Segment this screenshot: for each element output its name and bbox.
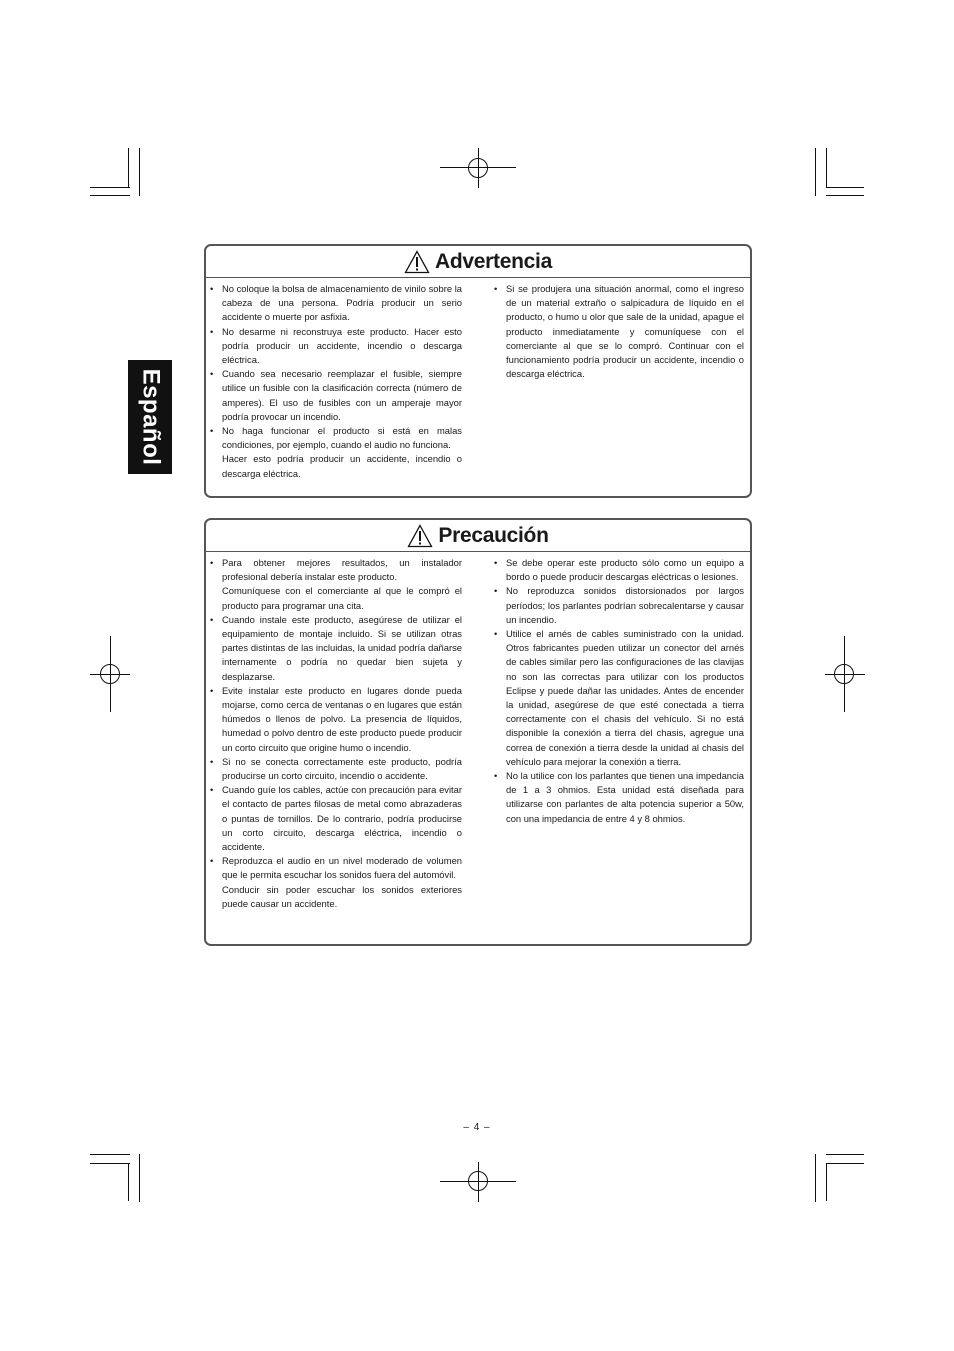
list-item-text: Reproduzca el audio en un nivel moderado de volumen que le permita escuchar los sonidos fuera del automóvil. [222,855,462,881]
warning-header [206,246,750,278]
language-tab-label: Español [137,368,165,466]
warning-list-right [494,282,744,381]
list-item [494,556,744,584]
list-item-text: Evite instalar este producto en lugares donde pueda mojarse, como cerca de ventanas o en lugares que están húmedos o llenos de polvo. La presencia de líquidos, humedad o polvo dentro de este producto puede producir un corto circuito que origine humo o incendio. [222,684,462,753]
warning-triangle-icon [404,250,430,274]
bullet-icon: • [494,585,498,597]
bullet-icon: • [210,557,214,568]
list-item [494,282,744,381]
list-item-text: Para obtener mejores resultados, un instalador profesional debería instalar este producto. [222,557,462,583]
list-item-text: Si se produjera una situación anormal, como el ingreso de un material extraño o salpicadura de líquido en el producto, o humo u olor que sale de la unidad, apague el producto inmediatamente y comuníquese con el comerciante al que se lo compró. Continuar con el funcionamiento podría producir un accidente, incendio o descarga eléctrica. [506,283,744,380]
bullet-icon: • [210,755,214,767]
list-item [210,755,462,783]
list-item [210,325,462,368]
list-item-text: Utilice el arnés de cables suministrado con la unidad. Otros fabricantes pueden utilizar un conector del arnés de cables similar pero las configuraciones de las clavijas no son las correctas para utilizar con los productos Eclipse y puede dañar las unidades. Antes de encender la unidad, asegúrese de que esté conectada a tierra correctamente con el chasis del vehículo. Si no está disponible la conexión a tierra del chasis, agregue una correa de conexión a tierra desde la unidad al chasis del vehículo para mejorar la conexión a tierra. [506,628,744,767]
caution-header [206,520,750,552]
list-item [494,584,744,627]
bullet-icon: • [210,784,214,796]
warning-panel [204,244,752,498]
bullet-icon: • [210,283,214,294]
caution-list-left [210,556,462,911]
list-item-text: No haga funcionar el producto si está en malas condiciones, por ejemplo, cuando el audio no funciona. [222,425,462,451]
list-item-text: Se debe operar este producto sólo como un equipo a bordo o puede producir descargas eléctricas o lesiones. [506,557,744,583]
list-item-text: Cuando instale este producto, asegúrese de utilizar el equipamiento de montaje incluido. Si se utilizan otras partes distintas de las incluidas, la unidad podría dañarse internamente o podría no quedar bien sujeta y desplazarse. [222,613,462,682]
list-item-continuation: Comuníquese con el comerciante al que le compró el producto para programar una cita. [222,585,462,611]
warning-title: Advertencia [435,249,552,273]
bullet-icon: • [210,613,214,625]
list-item [210,783,462,854]
warning-triangle-icon [407,524,433,548]
list-item-text: No desarme ni reconstruya este producto. Hacer esto podría producir un accidente, incendio o descarga eléctrica. [222,325,462,366]
warning-list-left [210,282,462,481]
list-item-text: Si no se conecta correctamente este producto, podría producirse un corto circuito, incendio o accidente. [222,755,462,782]
bullet-icon: • [210,684,214,696]
language-tab [128,360,172,474]
list-item [210,424,462,481]
page-number: – 4 – [463,1122,491,1133]
list-item [494,627,744,769]
list-item [210,556,462,613]
bullet-icon: • [494,628,498,640]
bullet-icon: • [210,425,214,437]
caution-panel [204,518,752,946]
caution-list-right [494,556,744,826]
caution-title: Precaución [438,523,549,547]
list-item-continuation: Conducir sin poder escuchar los sonidos exteriores puede causar un accidente. [222,883,462,909]
list-item-continuation: Hacer esto podría producir un accidente, incendio o descarga eléctrica. [222,453,462,479]
bullet-icon: • [494,770,498,782]
bullet-icon: • [210,855,214,867]
list-item [494,769,744,826]
list-item-text: No reproduzca sonidos distorsionados por largos períodos; los parlantes podrían sobrecalentarse y causar un incendio. [506,585,744,625]
list-item-text: No la utilice con los parlantes que tienen una impedancia de 1 a 3 ohmios. Esta unidad está diseñada para utilizarse con parlantes de alta potencia superior a 50w, con una impedancia de entre 4 y 8 ohmios. [506,770,744,824]
list-item [210,684,462,755]
bullet-icon: • [210,325,214,337]
list-item [210,282,462,325]
bullet-icon: • [210,368,214,380]
bullet-icon: • [494,557,498,568]
list-item [210,854,462,911]
list-item [210,613,462,684]
list-item-text: Cuando sea necesario reemplazar el fusible, siempre utilice un fusible con la clasificación correcta (número de amperes). El uso de fusibles con un amperaje mayor podría provocar un incendio. [222,368,462,422]
list-item-text: No coloque la bolsa de almacenamiento de vinilo sobre la cabeza de una persona. Podría producir un serio accidente o muerte por asfixia. [222,283,462,323]
list-item-text: Cuando guíe los cables, actúe con precaución para evitar el contacto de partes filosas de metal como abrazaderas o puntas de tornillos. De lo contrario, podría producirse un corto circuito, descarga eléctrica, incendio o accidente. [222,784,462,853]
bullet-icon: • [494,283,498,294]
list-item [210,367,462,424]
